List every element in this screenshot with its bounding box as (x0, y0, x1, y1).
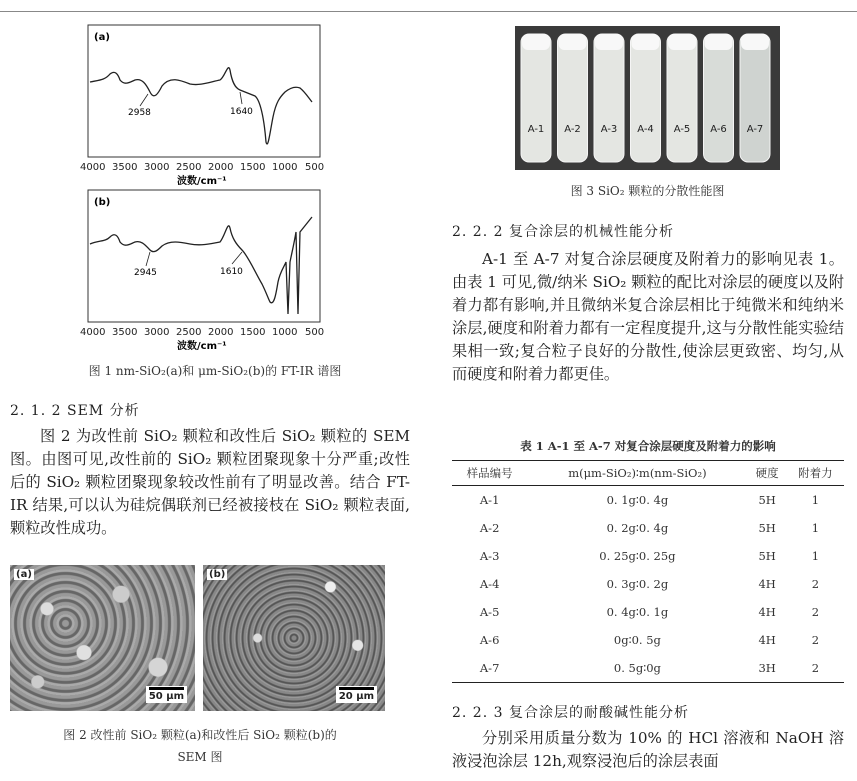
tube-label: A-3 (600, 124, 618, 135)
tube-label: A-5 (673, 124, 691, 135)
table-cell: A-2 (479, 521, 500, 535)
table-cell: 0. 2g∶0. 4g (606, 521, 669, 535)
tube (594, 34, 624, 162)
xtick: 3500 (112, 162, 138, 173)
xtick: 500 (305, 162, 325, 173)
sem-a-scale-text: 50 μm (148, 691, 184, 702)
tube (631, 34, 661, 162)
figure-2-caption-line1: 图 2 改性前 SiO₂ 颗粒(a)和改性后 SiO₂ 颗粒(b)的 (63, 728, 337, 742)
ftir-figure (80, 22, 480, 352)
section-212-paragraph: 图 2 为改性前 SiO₂ 颗粒和改性后 SiO₂ 颗粒的 SEM 图。由图可见,改性前的 SiO₂ 颗粒团聚现象十分严重;改性后的 SiO₂ 颗粒团聚现象较改性前有了明显改善。结合 FT-IR 结果,可以认为硅烷偶联剂已经被接枝在 SiO₂ 颗粒表面,颗粒改性成功。 (10, 427, 410, 537)
panel-a-peak-label-2: 1640 (230, 107, 253, 117)
figure-1-caption: 图 1 nm-SiO₂(a)和 μm-SiO₂(b)的 FT-IR 谱图 (88, 364, 342, 378)
column-header: 附着力 (787, 461, 844, 486)
table-cell: A-6 (479, 633, 500, 647)
panel-a-xticks (80, 162, 324, 173)
figure-2-caption-line2: SEM 图 (177, 750, 223, 764)
tube-cap (595, 34, 623, 50)
figure-3-caption: 图 3 SiO₂ 颗粒的分散性能图 (570, 184, 725, 198)
table-cell: A-5 (479, 605, 500, 619)
table-cell: A-7 (452, 654, 527, 683)
section-222-heading: 2. 2. 2 复合涂层的机械性能分析 (452, 224, 674, 240)
panel-a-label: (a) (94, 32, 110, 43)
tube-label: A-4 (637, 124, 654, 135)
table-cell: 2 (811, 633, 820, 647)
table-cell: 4H (758, 605, 776, 619)
table-header-row (452, 461, 844, 486)
sem-b-scale-text: 20 μm (338, 691, 374, 702)
tube-label: A-6 (710, 124, 727, 135)
section-223-heading: 2. 2. 3 复合涂层的耐酸碱性能分析 (452, 705, 689, 721)
section-223-paragraph: 分别采用质量分数为 10% 的 HCl 溶液和 NaOH 溶液浸泡涂层 12h,观察浸泡后的涂层表面 (452, 729, 844, 770)
table-row (452, 626, 844, 654)
sem-image-b (203, 565, 385, 711)
xtick: 4000 (80, 327, 106, 338)
panel-b-label: (b) (94, 197, 111, 208)
table-cell: 0g∶0. 5g (613, 633, 661, 647)
tube-cap (632, 34, 660, 50)
table-cell: 5H (758, 549, 776, 563)
table-1-title: 表 1 A-1 至 A-7 对复合涂层硬度及附着力的影响 (520, 439, 776, 453)
table-cell: 1 (811, 549, 820, 563)
table-row (452, 514, 844, 542)
table-cell: 0. 1g∶0. 4g (606, 493, 669, 507)
section-212-heading: 2. 1. 2 SEM 分析 (10, 403, 140, 419)
table-cell: 3H (748, 654, 787, 683)
table-cell: 0. 25g∶0. 25g (599, 549, 676, 563)
table-cell: 2 (811, 577, 820, 591)
xtick: 2000 (208, 327, 234, 338)
table-1 (452, 460, 844, 683)
tube (558, 34, 588, 162)
panel-a-frame (88, 25, 320, 157)
table-row (452, 598, 844, 626)
panel-b-spectrum (90, 217, 312, 314)
table-cell: 4H (758, 633, 776, 647)
xtick: 2500 (176, 162, 202, 173)
section-222-paragraph: A-1 至 A-7 对复合涂层硬度及附着力的影响见表 1。由表 1 可见,微/纳米 SiO₂ 颗粒的配比对涂层的硬度以及附着力都有影响,并且微纳米复合涂层相比于纯微米和纯纳米涂层,硬度和附着力都有一定程度提升,这与分散性能实验结果相一致;复合粒子良好的分散性,使涂层更致密、均匀,从而硬度和附着力都更佳。 (452, 250, 844, 383)
table-cell: 0. 3g∶0. 2g (606, 577, 669, 591)
table-row (452, 654, 844, 683)
tube (704, 34, 734, 162)
table-cell: 1 (811, 493, 820, 507)
table-cell: 4H (758, 577, 776, 591)
table-cell: 5H (758, 493, 776, 507)
sem-image-a (10, 565, 195, 711)
tube-cap (741, 34, 769, 50)
tube-cap (668, 34, 696, 50)
xtick: 1500 (240, 162, 266, 173)
table-cell: 0. 4g∶0. 1g (606, 605, 669, 619)
sem-a-label: (a) (16, 569, 32, 580)
table-cell: 2 (811, 605, 820, 619)
table-row (452, 570, 844, 598)
table-cell: A-4 (479, 577, 500, 591)
dispersion-photo (515, 26, 780, 170)
table-row (452, 542, 844, 570)
tube-cap (559, 34, 587, 50)
tubes (515, 26, 780, 170)
panel-a-xlabel: 波数/cm⁻¹ (177, 176, 227, 187)
panel-b-peak-label-1: 2945 (134, 268, 157, 278)
tube-label: A-2 (564, 124, 581, 135)
tube (740, 34, 770, 162)
xtick: 2500 (176, 327, 202, 338)
panel-b-xlabel: 波数/cm⁻¹ (177, 341, 227, 352)
tube-label: A-1 (527, 124, 545, 135)
xtick: 4000 (80, 162, 106, 173)
sem-a-scalebar (146, 686, 187, 703)
table-cell: A-1 (479, 493, 500, 507)
panel-b-xticks (80, 327, 324, 338)
tube-cap (522, 34, 550, 50)
xtick: 1000 (272, 327, 298, 338)
page-top-rule (0, 11, 857, 12)
xtick: 2000 (208, 162, 234, 173)
panel-a-peak-label-1: 2958 (128, 108, 151, 118)
xtick: 3000 (144, 327, 170, 338)
table-cell: 5H (758, 521, 776, 535)
xtick: 1000 (272, 162, 298, 173)
xtick: 3000 (144, 162, 170, 173)
table-row (452, 486, 844, 515)
table-cell: 1 (811, 521, 820, 535)
xtick: 1500 (240, 327, 266, 338)
panel-b-frame (88, 190, 320, 322)
table-cell: 2 (787, 654, 844, 683)
tube (521, 34, 551, 162)
column-header: m(μm-SiO₂)∶m(nm-SiO₂) (527, 461, 747, 486)
table-cell: 0. 5g∶0g (527, 654, 747, 683)
sem-b-scalebar (336, 686, 377, 703)
column-header: 样品编号 (452, 461, 527, 486)
xtick: 500 (305, 327, 325, 338)
tube-label: A-7 (746, 124, 764, 135)
xtick: 3500 (112, 327, 138, 338)
sem-b-label: (b) (209, 569, 226, 580)
table-cell: A-3 (479, 549, 500, 563)
tube-cap (705, 34, 733, 50)
panel-b-peak-label-2: 1610 (220, 267, 243, 277)
tube (667, 34, 697, 162)
panel-a-spectrum (90, 68, 312, 144)
column-header: 硬度 (748, 461, 787, 486)
